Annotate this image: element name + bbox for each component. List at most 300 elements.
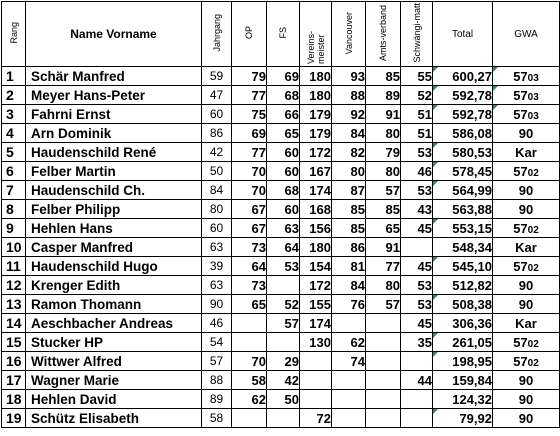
rank-cell-value: 6 <box>6 163 14 179</box>
rank-cell-value: 11 <box>6 258 21 274</box>
amtsverband-cell-value: 80 <box>385 163 400 179</box>
year-cell-value: 63 <box>209 278 224 292</box>
total-cell-value: 548,34 <box>452 239 492 255</box>
op-cell-value: 69 <box>251 125 266 141</box>
comment-marker <box>433 409 438 414</box>
vancouver-cell <box>332 314 366 333</box>
schwaengimatt-cell <box>401 257 433 276</box>
year-cell <box>202 409 232 428</box>
schwaengimatt-cell <box>401 276 433 295</box>
schwaengimatt-cell <box>401 86 433 105</box>
fs-cell <box>267 143 300 162</box>
year-cell-value: 47 <box>209 88 224 102</box>
name-cell <box>26 352 202 371</box>
rank-cell-value: 10 <box>6 239 22 255</box>
rank-cell <box>2 124 26 143</box>
vereinsmeister-cell-value: 72 <box>316 410 331 426</box>
vereinsmeister-cell <box>300 181 332 200</box>
vancouver-cell <box>332 390 366 409</box>
amtsverband-cell <box>366 86 401 105</box>
vancouver-cell <box>332 409 366 428</box>
schwaengimatt-cell-value: 46 <box>417 163 432 179</box>
name-cell-value: Felber Martin <box>31 163 116 179</box>
schwaengimatt-cell-value: 53 <box>417 296 432 312</box>
fs-cell <box>267 390 300 409</box>
vereinsmeister-cell <box>300 162 332 181</box>
rank-cell <box>2 162 26 181</box>
vereinsmeister-cell <box>300 314 332 333</box>
name-cell <box>26 86 202 105</box>
op-cell-value: 58 <box>251 372 266 388</box>
vancouver-cell-value: 76 <box>350 296 365 312</box>
total-cell <box>433 409 493 428</box>
total-cell <box>433 238 493 257</box>
vereinsmeister-cell <box>300 409 332 428</box>
year-cell <box>202 162 232 181</box>
gwa-cell <box>493 219 560 238</box>
fs-cell <box>267 314 300 333</box>
name-cell-value: Stucker HP <box>31 334 104 350</box>
name-cell <box>26 257 202 276</box>
total-cell-value: 159,84 <box>452 372 492 388</box>
year-cell-value: 50 <box>209 164 224 178</box>
vancouver-cell-value: 86 <box>350 239 365 255</box>
total-cell-value: 545,10 <box>452 258 492 274</box>
rank-cell <box>2 409 26 428</box>
gwa-cell-value: 90 <box>518 391 534 407</box>
rank-cell <box>2 181 26 200</box>
header-op: OP <box>232 2 267 67</box>
amtsverband-cell <box>366 409 401 428</box>
rank-cell-value: 5 <box>6 144 14 160</box>
name-cell-value: Arn Dominik <box>31 125 112 141</box>
name-cell-value: Krenger Edith <box>31 277 121 293</box>
vancouver-cell-value: 74 <box>350 353 365 369</box>
year-cell-value: 63 <box>209 240 224 254</box>
vancouver-cell <box>332 86 366 105</box>
year-cell-value: 46 <box>209 316 224 330</box>
name-cell <box>26 276 202 295</box>
rank-cell-value: 8 <box>6 201 14 217</box>
vereinsmeister-cell-value: 172 <box>309 277 331 293</box>
schwaengimatt-cell <box>401 333 433 352</box>
year-cell-value: 54 <box>209 335 224 349</box>
op-cell-value: 77 <box>251 144 266 160</box>
rank-cell <box>2 257 26 276</box>
header-fs: FS <box>267 2 300 67</box>
amtsverband-cell-value: 85 <box>385 68 400 84</box>
vancouver-cell <box>332 124 366 143</box>
total-cell <box>433 295 493 314</box>
name-cell-value: Schär Manfred <box>31 68 125 84</box>
vereinsmeister-cell <box>300 276 332 295</box>
gwa-cell <box>493 409 560 428</box>
name-cell <box>26 333 202 352</box>
year-cell <box>202 105 232 124</box>
year-cell <box>202 86 232 105</box>
name-cell-value: Haudenschild Ch. <box>31 182 146 198</box>
fs-cell <box>267 181 300 200</box>
vancouver-cell <box>332 67 366 86</box>
fs-cell <box>267 219 300 238</box>
name-cell <box>26 371 202 390</box>
fs-cell-value: 50 <box>284 391 299 407</box>
name-cell <box>26 105 202 124</box>
rank-cell <box>2 390 26 409</box>
op-cell-value: 70 <box>251 163 266 179</box>
vancouver-cell <box>332 162 366 181</box>
fs-cell <box>267 276 300 295</box>
op-cell-value: 73 <box>251 239 266 255</box>
ranking-table <box>1 1 560 428</box>
header-rang: Rang <box>2 2 26 67</box>
table-row <box>2 257 560 276</box>
year-cell <box>202 124 232 143</box>
gwa-cell-value: 90 <box>518 125 534 141</box>
op-cell-value: 67 <box>251 201 266 217</box>
schwaengimatt-cell-value: 45 <box>417 220 432 236</box>
op-cell <box>232 200 267 219</box>
vancouver-cell <box>332 333 366 352</box>
rank-cell-value: 15 <box>6 334 22 350</box>
table-row <box>2 409 560 428</box>
total-cell-value: 553,15 <box>452 220 492 236</box>
op-cell <box>232 67 267 86</box>
name-cell <box>26 409 202 428</box>
amtsverband-cell <box>366 143 401 162</box>
table-row <box>2 124 560 143</box>
table-row <box>2 105 560 124</box>
fs-cell-value: 52 <box>284 296 299 312</box>
name-cell-value: Hehlen Hans <box>31 220 113 236</box>
name-cell <box>26 314 202 333</box>
year-cell <box>202 390 232 409</box>
vereinsmeister-cell <box>300 105 332 124</box>
fs-cell <box>267 409 300 428</box>
rank-cell-value: 7 <box>6 182 14 198</box>
gwa-cell-value: Kar <box>515 315 537 331</box>
fs-cell-value: 63 <box>284 220 299 236</box>
gwa-cell <box>493 143 560 162</box>
op-cell <box>232 276 267 295</box>
vereinsmeister-cell-value: 130 <box>309 334 331 350</box>
total-cell <box>433 314 493 333</box>
fs-cell <box>267 86 300 105</box>
header-name: Name Vorname <box>26 2 202 67</box>
rank-cell <box>2 314 26 333</box>
rank-cell-value: 18 <box>6 391 22 407</box>
amtsverband-cell-value: 65 <box>385 220 400 236</box>
schwaengimatt-cell <box>401 409 433 428</box>
vereinsmeister-cell-value: 155 <box>309 296 331 312</box>
op-cell-value: 75 <box>251 106 266 122</box>
total-cell-value: 586,08 <box>452 125 492 141</box>
gwa-cell <box>493 105 560 124</box>
vereinsmeister-cell-value: 154 <box>309 258 331 274</box>
rank-cell-value: 9 <box>6 220 14 236</box>
amtsverband-cell <box>366 333 401 352</box>
comment-marker <box>433 162 438 167</box>
amtsverband-cell-value: 80 <box>385 125 400 141</box>
amtsverband-cell <box>366 124 401 143</box>
schwaengimatt-cell <box>401 124 433 143</box>
name-cell-value: Wagner Marie <box>31 372 120 388</box>
gwa-cell <box>493 181 560 200</box>
rank-cell <box>2 67 26 86</box>
table-row <box>2 295 560 314</box>
schwaengimatt-cell <box>401 238 433 257</box>
table-row <box>2 67 560 86</box>
op-cell <box>232 219 267 238</box>
year-cell-value: 39 <box>209 259 224 273</box>
fs-cell <box>267 257 300 276</box>
vancouver-cell <box>332 181 366 200</box>
vereinsmeister-cell-value: 174 <box>309 182 331 198</box>
vancouver-cell-value: 81 <box>350 258 365 274</box>
schwaengimatt-cell <box>401 219 433 238</box>
vereinsmeister-cell-value: 167 <box>309 163 331 179</box>
op-cell <box>232 143 267 162</box>
gwa-cell <box>493 390 560 409</box>
table-row <box>2 352 560 371</box>
vancouver-cell <box>332 238 366 257</box>
amtsverband-cell <box>366 162 401 181</box>
year-cell <box>202 219 232 238</box>
op-cell <box>232 333 267 352</box>
total-cell <box>433 105 493 124</box>
total-cell-value: 592,78 <box>452 87 492 103</box>
amtsverband-cell <box>366 238 401 257</box>
total-cell <box>433 67 493 86</box>
name-cell-value: Casper Manfred <box>31 239 134 255</box>
fs-cell-value: 29 <box>284 353 299 369</box>
vancouver-cell <box>332 295 366 314</box>
table-row <box>2 200 560 219</box>
schwaengimatt-cell <box>401 181 433 200</box>
gwa-cell <box>493 257 560 276</box>
vancouver-cell-value: 62 <box>350 334 365 350</box>
total-cell-value: 564,99 <box>452 182 492 198</box>
year-cell-value: 80 <box>209 202 224 216</box>
amtsverband-cell-value: 91 <box>385 239 400 255</box>
total-cell-value: 580,53 <box>452 144 492 160</box>
vereinsmeister-cell-value: 168 <box>309 201 331 217</box>
total-cell <box>433 333 493 352</box>
fs-cell-value: 65 <box>284 125 299 141</box>
year-cell-value: 90 <box>209 297 224 311</box>
total-cell <box>433 86 493 105</box>
schwaengimatt-cell-value: 53 <box>417 144 432 160</box>
vancouver-cell-value: 84 <box>350 277 365 293</box>
vereinsmeister-cell <box>300 219 332 238</box>
op-cell <box>232 181 267 200</box>
name-cell <box>26 295 202 314</box>
table-row <box>2 86 560 105</box>
rank-cell-value: 4 <box>6 125 14 141</box>
op-cell <box>232 86 267 105</box>
comment-marker <box>433 181 438 186</box>
year-cell-value: 42 <box>209 145 224 159</box>
comment-marker <box>433 295 438 300</box>
amtsverband-cell-value: 57 <box>385 182 400 198</box>
vereinsmeister-cell <box>300 257 332 276</box>
fs-cell-value: 53 <box>284 258 299 274</box>
schwaengimatt-cell-value: 45 <box>417 315 432 331</box>
rank-cell-value: 13 <box>6 296 22 312</box>
gwa-cell-value: 90 <box>518 201 534 217</box>
op-cell-value: 79 <box>251 68 266 84</box>
year-cell-value: 60 <box>209 107 224 121</box>
comment-marker <box>433 105 438 110</box>
name-cell-value: Aeschbacher Andreas <box>31 315 174 331</box>
vancouver-cell-value: 87 <box>350 182 365 198</box>
name-cell-value: Haudenschild René <box>31 144 157 160</box>
total-cell <box>433 124 493 143</box>
vereinsmeister-cell-value: 180 <box>309 239 331 255</box>
op-cell <box>232 352 267 371</box>
rank-cell-value: 16 <box>6 353 22 369</box>
schwaengimatt-cell <box>401 295 433 314</box>
op-cell <box>232 295 267 314</box>
year-cell-value: 86 <box>209 126 224 140</box>
name-cell-value: Meyer Hans-Peter <box>31 87 146 103</box>
gwa-cell <box>493 86 560 105</box>
vancouver-cell-value: 85 <box>350 201 365 217</box>
comment-marker <box>493 105 498 110</box>
amtsverband-cell-value: 91 <box>385 106 400 122</box>
rank-cell-value: 12 <box>6 277 22 293</box>
rank-cell <box>2 219 26 238</box>
vancouver-cell-value: 85 <box>350 220 365 236</box>
op-cell-value: 64 <box>251 258 266 274</box>
comment-marker <box>493 67 498 72</box>
rank-cell-value: 17 <box>6 372 22 388</box>
fs-cell <box>267 295 300 314</box>
fs-cell <box>267 371 300 390</box>
year-cell <box>202 238 232 257</box>
fs-cell <box>267 162 300 181</box>
gwa-cell <box>493 276 560 295</box>
total-cell-value: 508,38 <box>452 296 492 312</box>
schwaengimatt-cell-value: 51 <box>417 125 432 141</box>
rank-cell-value: 2 <box>6 87 14 103</box>
name-cell <box>26 162 202 181</box>
total-cell-value: 592,78 <box>452 106 492 122</box>
vereinsmeister-cell <box>300 86 332 105</box>
fs-cell-value: 42 <box>284 372 299 388</box>
table-row <box>2 143 560 162</box>
year-cell <box>202 314 232 333</box>
vancouver-cell <box>332 276 366 295</box>
total-cell-value: 198,95 <box>452 353 492 369</box>
vereinsmeister-cell <box>300 333 332 352</box>
comment-marker <box>433 352 438 357</box>
total-cell-value: 578,45 <box>452 163 492 179</box>
op-cell <box>232 238 267 257</box>
fs-cell <box>267 67 300 86</box>
schwaengimatt-cell-value: 51 <box>417 106 432 122</box>
fs-cell-value: 60 <box>284 163 299 179</box>
schwaengimatt-cell-value: 44 <box>417 372 432 388</box>
table-row <box>2 162 560 181</box>
schwaengimatt-cell <box>401 143 433 162</box>
schwaengimatt-cell-value: 53 <box>417 182 432 198</box>
year-cell <box>202 276 232 295</box>
vancouver-cell <box>332 371 366 390</box>
year-cell-value: 60 <box>209 221 224 235</box>
rank-cell-value: 14 <box>6 315 22 331</box>
fs-cell <box>267 200 300 219</box>
gwa-cell-value: 90 <box>518 372 534 388</box>
vancouver-cell <box>332 257 366 276</box>
table-row <box>2 181 560 200</box>
comment-marker <box>433 67 438 72</box>
table-body <box>2 67 560 428</box>
total-cell <box>433 352 493 371</box>
amtsverband-cell <box>366 219 401 238</box>
amtsverband-cell <box>366 371 401 390</box>
year-cell <box>202 352 232 371</box>
amtsverband-cell <box>366 314 401 333</box>
name-cell-value: Schütz Elisabeth <box>31 410 140 426</box>
name-cell-value: Felber Philipp <box>31 201 121 217</box>
name-cell <box>26 181 202 200</box>
name-cell-value: Hehlen David <box>31 391 117 407</box>
vancouver-cell-value: 82 <box>350 144 365 160</box>
table-row <box>2 333 560 352</box>
year-cell <box>202 67 232 86</box>
name-cell-value: Wittwer Alfred <box>31 353 122 369</box>
schwaengimatt-cell-value: 53 <box>417 277 432 293</box>
year-cell-value: 57 <box>209 354 224 368</box>
amtsverband-cell <box>366 257 401 276</box>
op-cell-value: 65 <box>251 296 266 312</box>
amtsverband-cell <box>366 67 401 86</box>
vancouver-cell-value: 88 <box>350 87 365 103</box>
amtsverband-cell-value: 79 <box>385 144 400 160</box>
total-cell <box>433 276 493 295</box>
name-cell <box>26 219 202 238</box>
gwa-cell-value: 5702 <box>513 334 539 350</box>
rank-cell-value: 19 <box>6 410 22 426</box>
table-row <box>2 238 560 257</box>
amtsverband-cell <box>366 181 401 200</box>
fs-cell-value: 66 <box>284 106 299 122</box>
gwa-cell <box>493 200 560 219</box>
amtsverband-cell-value: 85 <box>385 201 400 217</box>
year-cell-value: 84 <box>209 183 224 197</box>
year-cell <box>202 181 232 200</box>
gwa-cell-value: 90 <box>518 296 534 312</box>
total-cell <box>433 143 493 162</box>
total-cell <box>433 257 493 276</box>
schwaengimatt-cell-value: 35 <box>417 334 432 350</box>
op-cell-value: 62 <box>251 391 266 407</box>
gwa-cell-value: 5703 <box>513 68 539 84</box>
total-cell-value: 306,36 <box>452 315 492 331</box>
amtsverband-cell-value: 89 <box>385 87 400 103</box>
header-row <box>2 2 560 67</box>
schwaengimatt-cell-value: 43 <box>417 201 432 217</box>
header-vancouver: Vancouver <box>332 2 366 67</box>
amtsverband-cell-value: 77 <box>385 258 400 274</box>
schwaengimatt-cell <box>401 162 433 181</box>
gwa-cell <box>493 67 560 86</box>
header-total: Total <box>433 2 493 67</box>
vereinsmeister-cell-value: 174 <box>309 315 331 331</box>
amtsverband-cell <box>366 295 401 314</box>
op-cell-value: 70 <box>251 353 266 369</box>
